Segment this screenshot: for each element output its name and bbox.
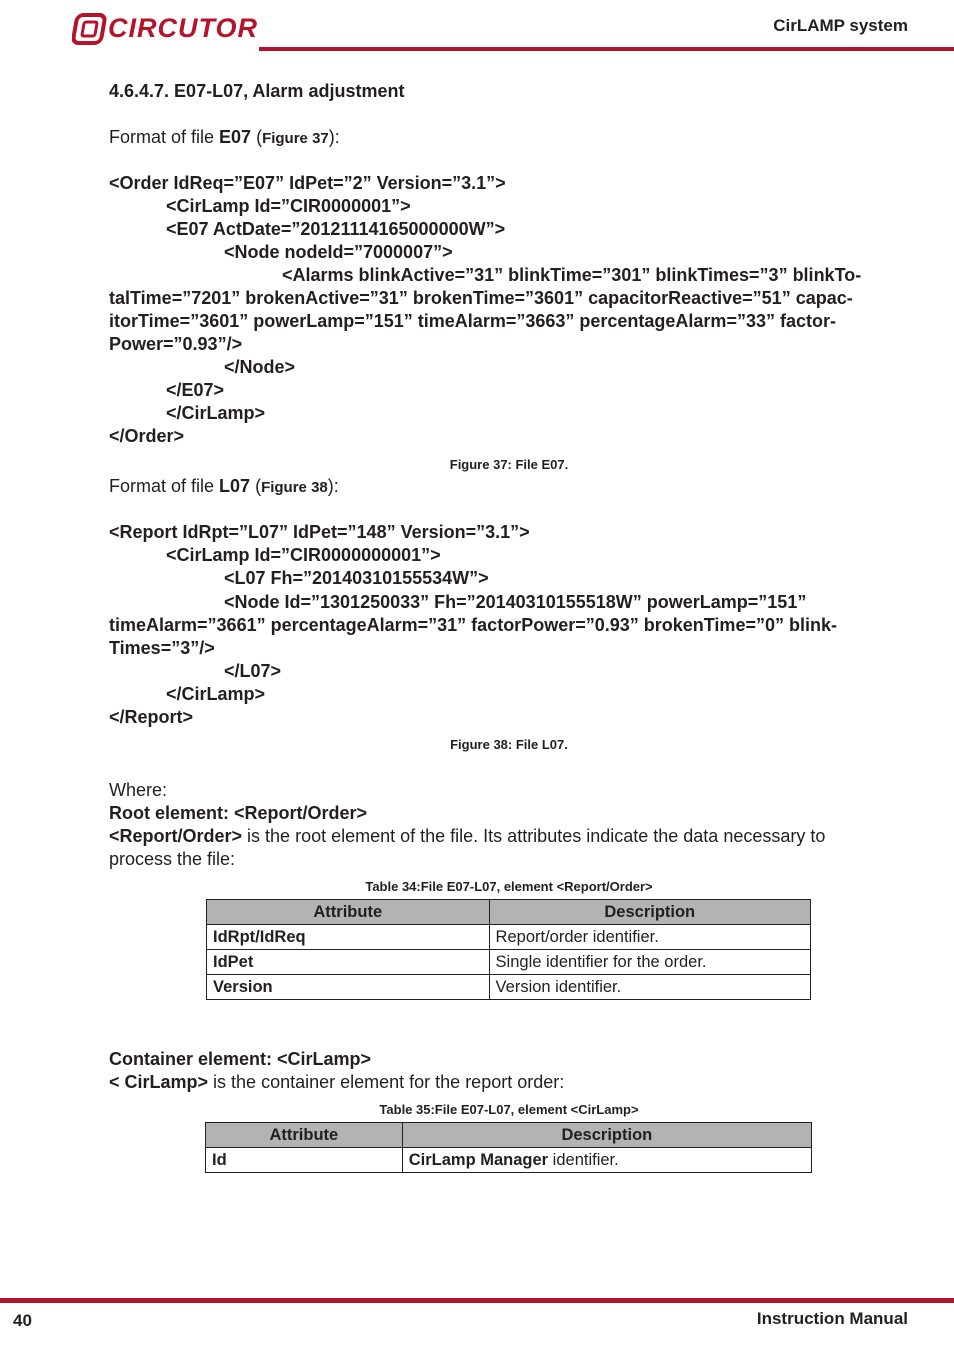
e07-intro bbox=[109, 126, 340, 150]
where-label: Where: bbox=[109, 780, 168, 800]
l07-line: </L07> bbox=[224, 661, 282, 681]
e07-line: </E07> bbox=[166, 380, 225, 400]
figure-37-caption: Figure 37: File E07. bbox=[449, 457, 569, 472]
table-35-caption: Table 35:File E07-L07, element <CirLamp> bbox=[379, 1102, 639, 1117]
table-34-caption: Table 34:File E07-L07, element <Report/Order> bbox=[365, 879, 653, 894]
root-element-heading: Root element: <Report/Order> bbox=[109, 803, 368, 823]
table-header-cell: Attribute bbox=[206, 1123, 403, 1148]
table-cell-description-text: identifier. bbox=[548, 1151, 619, 1169]
e07-figure-link[interactable]: Figure 37 bbox=[262, 130, 329, 147]
e07-line: </CirLamp> bbox=[166, 403, 266, 423]
root-element-description bbox=[109, 825, 825, 848]
e07-line: </Node> bbox=[224, 357, 296, 377]
e07-line: <CirLamp Id=”CIR0000001”> bbox=[166, 196, 411, 216]
e07-line: <Alarms blinkActive=”31” blinkTime=”301” blinkTimes=”3” blinkTo- bbox=[282, 265, 862, 285]
table-header-row bbox=[206, 1123, 812, 1148]
l07-line: </CirLamp> bbox=[166, 684, 266, 704]
table-cell-attribute: IdPet bbox=[207, 950, 490, 975]
root-element-description-cont: process the file: bbox=[109, 849, 236, 869]
table-cell-description bbox=[402, 1148, 811, 1173]
table-34 bbox=[206, 899, 811, 1000]
table-row bbox=[207, 950, 811, 975]
l07-figure-link[interactable]: Figure 38 bbox=[261, 479, 328, 496]
l07-line: Times=”3”/> bbox=[109, 638, 215, 658]
e07-line: <Node nodeId=”7000007”> bbox=[224, 242, 453, 262]
l07-line: <L07 Fh=”20140310155534W”> bbox=[224, 568, 489, 588]
logo-wordmark: CIRCUTOR bbox=[108, 13, 259, 43]
table-cell-description: Report/order identifier. bbox=[489, 925, 810, 950]
table-header-row bbox=[207, 900, 811, 925]
table-row bbox=[207, 975, 811, 1000]
table-header-cell: Description bbox=[402, 1123, 811, 1148]
circutor-logo-mark-icon bbox=[73, 15, 106, 43]
l07-line: <CirLamp Id=”CIR0000000001”> bbox=[166, 545, 441, 565]
container-element-description bbox=[109, 1071, 564, 1094]
e07-line: <E07 ActDate=”20121114165000000W”> bbox=[166, 219, 506, 239]
e07-intro-close: ): bbox=[328, 127, 340, 147]
table-row bbox=[206, 1148, 812, 1173]
table-header-cell: Description bbox=[489, 900, 810, 925]
table-cell-attribute: Version bbox=[207, 975, 490, 1000]
e07-line: itorTime=”3601” powerLamp=”151” timeAlarm=”3663” percentageAlarm=”33” factor- bbox=[109, 311, 836, 331]
e07-line: <Order IdReq=”E07” IdPet=”2” Version=”3.1”> bbox=[109, 173, 506, 193]
footer-title: Instruction Manual bbox=[756, 1309, 908, 1328]
header-rule bbox=[259, 47, 954, 51]
table-cell-attribute: IdRpt/IdReq bbox=[207, 925, 490, 950]
table-row bbox=[207, 925, 811, 950]
l07-line: <Report IdRpt=”L07” IdPet=”148” Version=”3.1”> bbox=[109, 522, 530, 542]
e07-intro-open: ( bbox=[251, 127, 263, 147]
footer-rule bbox=[0, 1298, 954, 1303]
table-35 bbox=[205, 1122, 812, 1173]
container-element-heading: Container element: <CirLamp> bbox=[109, 1049, 372, 1069]
l07-line: timeAlarm=”3661” percentageAlarm=”31” factorPower=”0.93” brokenTime=”0” blink- bbox=[109, 615, 837, 635]
table-cell-description: Single identifier for the order. bbox=[489, 950, 810, 975]
table-header-cell: Attribute bbox=[207, 900, 490, 925]
l07-intro-close: ): bbox=[327, 476, 339, 496]
page-number: 40 bbox=[13, 1311, 32, 1330]
l07-intro-prefix: Format of file bbox=[109, 476, 220, 496]
figure-38-caption: Figure 38: File L07. bbox=[450, 737, 568, 752]
l07-intro-file: L07 bbox=[219, 476, 251, 496]
container-element-text: is the container element for the report order: bbox=[208, 1072, 565, 1092]
section-heading: 4.6.4.7. E07-L07, Alarm adjustment bbox=[109, 81, 405, 101]
table-cell-attribute: Id bbox=[206, 1148, 403, 1173]
e07-line: </Order> bbox=[109, 426, 185, 446]
e07-line: Power=”0.93”/> bbox=[109, 334, 243, 354]
e07-intro-prefix: Format of file bbox=[109, 127, 220, 147]
table-cell-description: Version identifier. bbox=[489, 975, 810, 1000]
header-title: CirLAMP system bbox=[773, 16, 908, 35]
root-element-name: <Report/Order> bbox=[109, 826, 243, 846]
e07-intro-file: E07 bbox=[219, 127, 252, 147]
l07-line: </Report> bbox=[109, 707, 194, 727]
l07-intro bbox=[109, 475, 339, 499]
l07-line: <Node Id=”1301250033” Fh=”20140310155518W” powerLamp=”151” bbox=[224, 592, 807, 612]
container-element-name: < CirLamp> bbox=[109, 1072, 209, 1092]
l07-intro-open: ( bbox=[250, 476, 262, 496]
root-element-text: is the root element of the file. Its attributes indicate the data necessary to bbox=[242, 826, 826, 846]
e07-line: talTime=”7201” brokenActive=”31” brokenTime=”3601” capacitorReactive=”51” capac- bbox=[109, 288, 853, 308]
table-cell-description-bold: CirLamp Manager bbox=[408, 1151, 549, 1169]
